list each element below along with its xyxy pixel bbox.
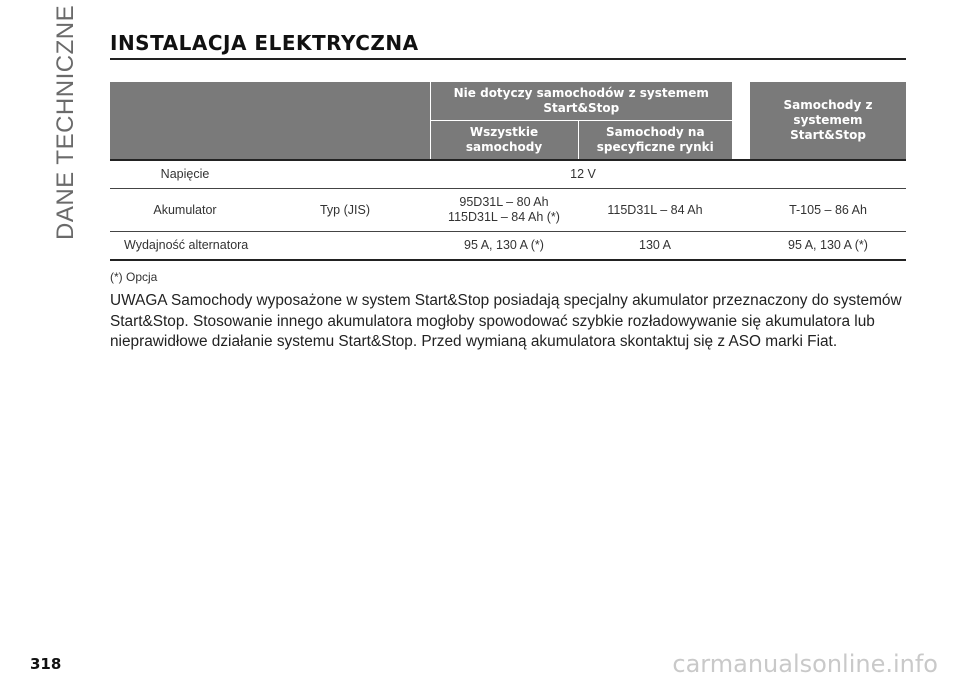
header-startstop-cars: Samochody z systemem Start&Stop: [750, 82, 906, 159]
battery-startstop: T-105 – 86 Ah: [750, 189, 906, 232]
table-row-alternator: [110, 232, 906, 261]
alternator-specific-markets: 130 A: [578, 232, 732, 261]
alternator-gap: [732, 232, 750, 261]
voltage-value: 12 V: [260, 160, 906, 189]
battery-all-cars: [430, 189, 578, 232]
alternator-all-cars: 95 A, 130 A (*): [430, 232, 578, 261]
header-gap: [732, 82, 750, 159]
battery-sublabel: Typ (JIS): [260, 189, 430, 232]
header-group-not-startstop: Nie dotyczy samochodów z systemem Start&Stop: [430, 82, 732, 121]
electrical-specs-table: [110, 82, 906, 261]
battery-gap: [732, 189, 750, 232]
page-number: 318: [30, 655, 62, 673]
site-watermark: carmanualsonline.info: [672, 650, 938, 678]
header-specific-markets: Samochody na specyficzne rynki: [578, 121, 732, 160]
alternator-startstop: 95 A, 130 A (*): [750, 232, 906, 261]
table-footnote: (*) Opcja: [110, 270, 158, 284]
battery-all-cars-line1: 95D31L – 80 Ah: [459, 195, 549, 209]
table-row-voltage: [110, 160, 906, 189]
header-all-cars: Wszystkie samochody: [430, 121, 578, 160]
battery-specific-markets: 115D31L – 84 Ah: [578, 189, 732, 232]
alternator-label: Wydajność alternatora: [110, 232, 430, 261]
battery-all-cars-line2: 115D31L – 84 Ah (*): [448, 210, 560, 224]
table-row-battery: [110, 189, 906, 232]
section-heading: [110, 31, 906, 60]
warning-note: UWAGA Samochody wyposażone w system Start&Stop posiadają specjalny akumulator przeznaczony do systemów Start&Stop. Stosowanie innego akumulatora mogłoby spowodować szybkie rozładowywanie się akumulatora lub nieprawidłowe działanie systemu Start&Stop. Przed wymianą akumulatora skontaktuj się z ASO marki Fiat.: [110, 292, 902, 350]
section-side-tab: DANE TECHNICZNE: [52, 4, 79, 240]
header-blank-cell: [110, 82, 430, 159]
voltage-label: Napięcie: [110, 160, 260, 189]
battery-label: Akumulator: [110, 189, 260, 232]
section-heading-text: INSTALACJA ELEKTRYCZNA: [110, 31, 419, 55]
table-header-row: [110, 82, 906, 121]
